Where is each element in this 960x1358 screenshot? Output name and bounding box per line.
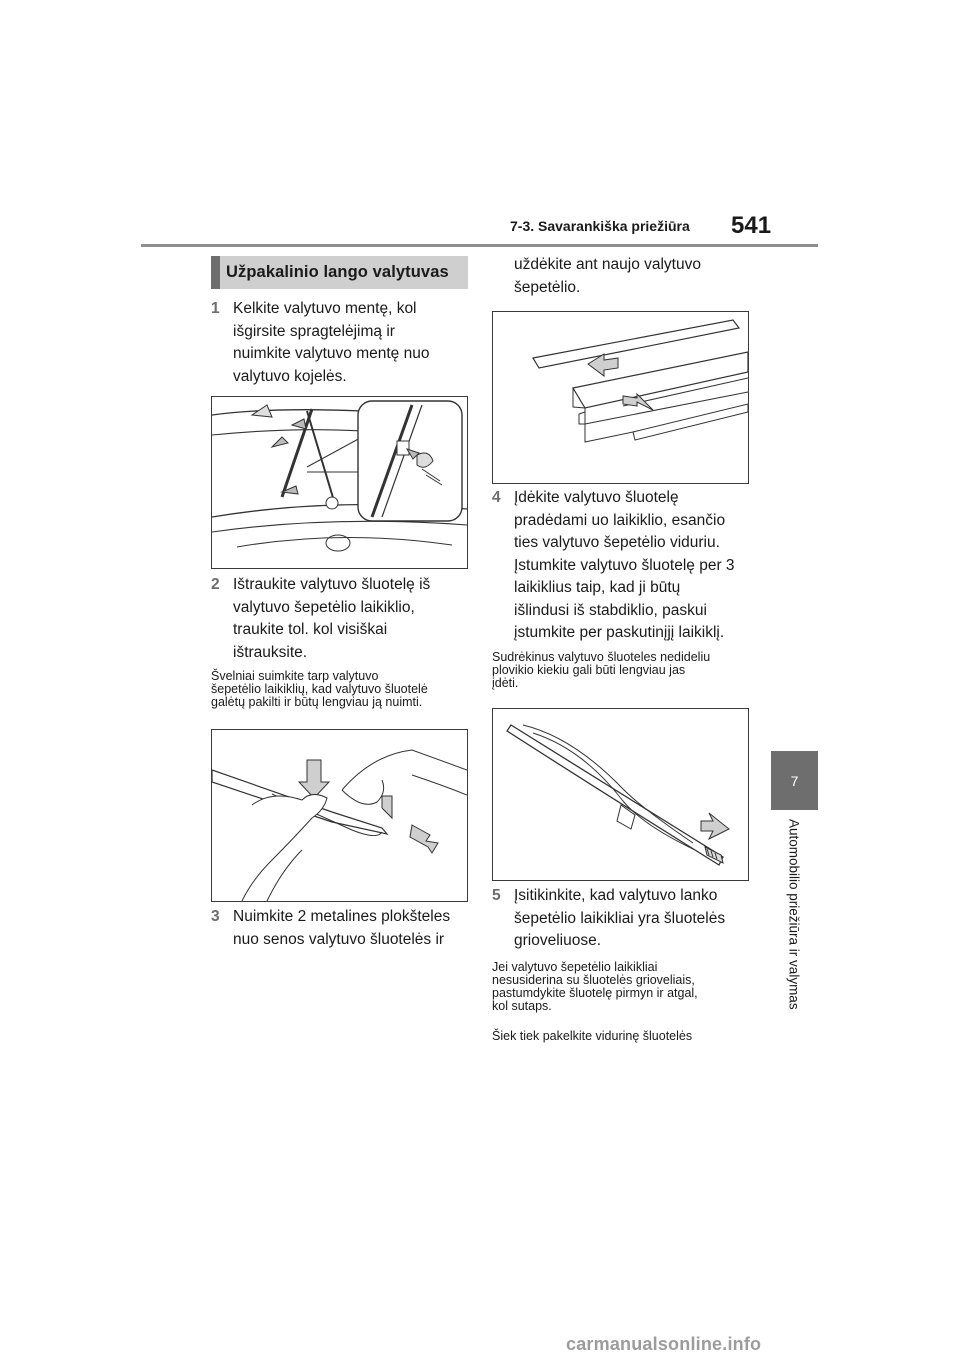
note-line: Sudrėkinus valytuvo šluoteles nedideliu: [492, 650, 711, 664]
figure-metal-plates: [492, 311, 749, 484]
note-line: šepetėlio laikiklių, kad valytuvo šluotelė: [211, 682, 428, 696]
step-line: įstumkite per paskutinįjį laikiklį.: [514, 624, 725, 641]
step-line: ištrauksite.: [233, 643, 308, 661]
section-title: Užpakalinio lango valytuvas: [226, 263, 449, 281]
illustration-rear-wiper: [212, 397, 467, 568]
note-line: pastumdykite šluotelę pirmyn ir atgal,: [492, 986, 698, 1000]
figure-insert-rubber: [492, 708, 749, 881]
step-number: 2: [211, 576, 220, 593]
step-line: šepetėlio.: [514, 278, 581, 296]
step-line: uždėkite ant naujo valytuvo: [514, 256, 701, 273]
note-line: Švelniai suimkite tarp valytuvo: [211, 669, 379, 683]
note-line: Jei valytuvo šepetėlio laikikliai: [492, 960, 658, 974]
step-text: [514, 885, 725, 953]
step-number: 4: [492, 489, 501, 506]
step-line: traukite tol. kol visiškai: [233, 621, 388, 638]
step-line: laikiklius taip, kad ji būtų: [514, 579, 681, 596]
note-line: Šiek tiek pakelkite vidurinę šluotelės: [492, 1029, 693, 1043]
step-line: Nuimkite 2 metalines plokšteles: [233, 908, 451, 925]
step-line: pradėdami uo laikiklio, esančio: [514, 511, 726, 529]
step-line: Įstumkite valytuvo šluotelę per 3: [514, 556, 735, 574]
step-4: [492, 487, 757, 647]
step-line: Įsitikinkite, kad valytuvo lanko: [514, 887, 718, 904]
figure-remove-wiper-arm: [211, 396, 468, 569]
note-step-5b: [492, 1030, 752, 1043]
step-text: [514, 254, 701, 299]
chapter-side-text: Automobilio priežiūra ir valymas: [786, 819, 802, 1010]
step-line: šepetėlio laikikliai yra šluotelės: [514, 909, 726, 927]
illustration-metal-plates: [493, 312, 748, 483]
step-line: išlindusi iš stabdiklio, paskui: [514, 601, 707, 619]
section-title-box: [211, 256, 468, 289]
step-3-continued: [492, 254, 752, 300]
header-section-title: 7-3. Savarankiška priežiūra: [510, 218, 690, 234]
header-divider: [141, 244, 818, 247]
step-line: nuo senos valytuvo šluotelės ir: [233, 930, 445, 948]
step-line: Kelkite valytuvo mentę, kol: [233, 300, 417, 317]
page-number: 541: [731, 212, 772, 239]
step-3: [211, 906, 476, 952]
note-line: kol sutaps.: [492, 999, 552, 1013]
step-line: ties valytuvo šepetėlio viduriu.: [514, 534, 720, 551]
note-line: nesusiderina su šluotelės grioveliais,: [492, 973, 695, 987]
step-number: 3: [211, 908, 220, 925]
note-line: įdėti.: [492, 676, 519, 690]
step-line: Įdėkite valytuvo šluotelę: [514, 489, 679, 506]
note-line: galėtų pakilti ir būtų lengviau ją nuimti.: [211, 695, 423, 709]
step-text: [233, 574, 430, 664]
step-text: [233, 298, 429, 388]
step-text: [233, 906, 450, 951]
step-number: 5: [492, 887, 501, 904]
note-line: plovikio kiekiu gali būti lengviau jas: [492, 663, 686, 677]
figure-pull-out-rubber: [211, 729, 468, 902]
step-number: 1: [211, 300, 220, 317]
illustration-insert-rubber: [493, 709, 748, 880]
step-2: [211, 574, 471, 666]
step-5: [492, 885, 757, 955]
step-text: [514, 487, 735, 645]
note-step-4: [492, 651, 752, 690]
chapter-side-label: [764, 819, 824, 1059]
step-line: valytuvo kojelės.: [233, 367, 347, 385]
step-line: išgirsite spragtelėjimą ir: [233, 322, 395, 340]
note-step-5a: [492, 961, 752, 1013]
note-step-2: [211, 670, 471, 709]
chapter-tab: 7: [771, 751, 818, 810]
step-line: Ištraukite valytuvo šluotelę iš: [233, 576, 431, 593]
illustration-hands-pulling: [212, 730, 467, 901]
watermark: carmanualsonline.info: [566, 1334, 762, 1354]
step-line: valytuvo šepetėlio laikiklio,: [233, 598, 415, 616]
step-line: nuimkite valytuvo mentę nuo: [233, 345, 430, 362]
step-line: grioveliuose.: [514, 932, 602, 949]
step-1: [211, 298, 471, 390]
